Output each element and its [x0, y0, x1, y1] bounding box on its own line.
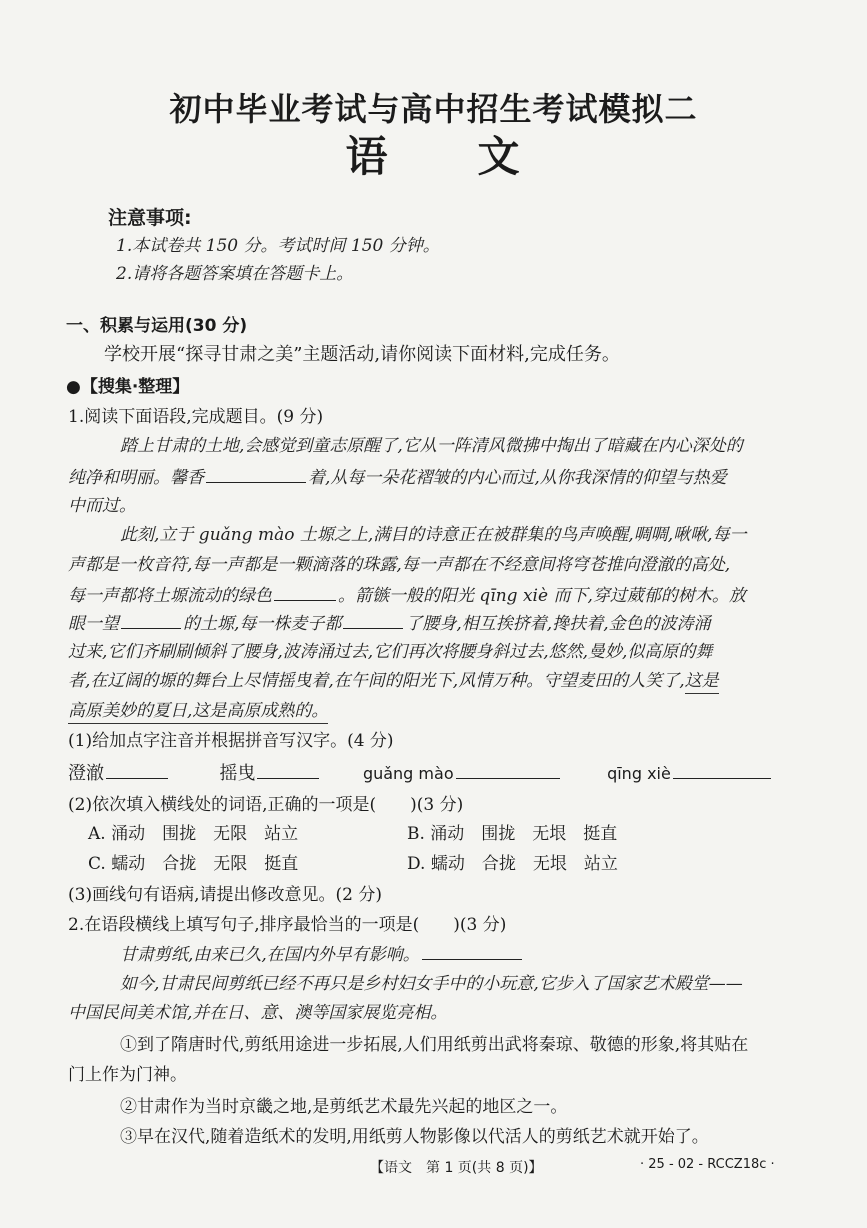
q1-para1-line2-rest: 着,从每一朵花褶皱的内心而过,从你我深情的仰望与热爱	[308, 468, 727, 488]
q1-option-c[interactable]: C. 蠕动 合拢 无限 挺直	[88, 854, 299, 874]
section-intro: 学校开展“探寻甘肃之美”主题活动,请你阅读下面材料,完成任务。	[104, 344, 620, 365]
q2-blank	[422, 939, 522, 960]
q1-para2-line1: 此刻,立于 guǎng mào 土塬之上,满目的诗意正在被群集的鸟声唤醒,啁啁,啾啾,每一	[120, 525, 747, 545]
q1-para2-line6-text: 者,在辽阔的塬的舞台上尽情摇曳着,在午间的阳光下,风情万种。守望麦田的人笑了,	[68, 671, 685, 691]
q1-para1-line2-text: 纯净和明丽。馨香	[68, 468, 204, 488]
q1-para1-line3: 中而过。	[68, 496, 136, 516]
q1-blank-2	[274, 580, 336, 601]
q1-para2-line4-b: 的土塬,每一株麦子都	[183, 614, 342, 634]
answer-blank-4[interactable]	[673, 758, 771, 779]
q1-underlined-sentence-start: 这是	[685, 671, 719, 694]
exam-code: · 25 - 02 - RCCZ18c ·	[640, 1157, 775, 1172]
q1-option-a[interactable]: A. 涌动 围拢 无限 站立	[88, 824, 299, 844]
q1-para2-line4-a: 眼一望	[68, 614, 119, 634]
q1-option-b[interactable]: B. 涌动 围拢 无垠 挺直	[407, 824, 618, 844]
answer-blank-2[interactable]	[257, 758, 319, 779]
answer-blank-1[interactable]	[106, 758, 168, 779]
q1-para1-line2	[68, 462, 727, 488]
q1-para2-line2: 声都是一枚音符,每一声都是一颗滴落的珠露,每一声都在不经意间将穹苍推向澄澈的高处,	[68, 555, 731, 575]
q1-para2-line5: 过来,它们齐刷刷倾斜了腰身,波涛涌过去,它们再次将腰身斜过去,悠然,曼妙,似高原的舞	[68, 642, 713, 662]
q1-sub2: (2)依次填入横线处的词语,正确的一项是( )(3 分)	[68, 795, 464, 815]
exam-title: 初中毕业考试与高中招生考试模拟二	[169, 90, 698, 128]
q1-sub1-answers	[68, 758, 773, 785]
q1-blank-4	[343, 608, 403, 629]
q2-line1-text: 甘肃剪纸,由来已久,在国内外早有影响。	[120, 945, 420, 965]
q1-para2-line6	[68, 666, 719, 691]
pinyin-guangmao: guǎng mào	[362, 764, 454, 783]
q1-para2-line4	[68, 608, 711, 634]
q1-blank-3	[121, 608, 181, 629]
q1-para2-line3	[68, 580, 746, 606]
q1-option-d[interactable]: D. 蠕动 合拢 无垠 站立	[407, 854, 618, 874]
notice-heading: 注意事项:	[108, 207, 192, 229]
q2-stem: 2.在语段横线上填写句子,排序最恰当的一项是( )(3 分)	[68, 915, 507, 935]
page-footer: 【语文 第 1 页(共 8 页)】	[370, 1160, 543, 1176]
q1-para1-line1: 踏上甘肃的土地,会感觉到童志原醒了,它从一阵清风微拂中掏出了暗藏在内心深处的	[120, 436, 743, 456]
q2-option-1b: 门上作为门神。	[68, 1065, 187, 1085]
q1-stem: 1.阅读下面语段,完成题目。(9 分)	[68, 407, 324, 427]
q2-line3: 中国民间美术馆,并在日、意、澳等国家展览亮相。	[68, 1003, 448, 1023]
answer-blank-3[interactable]	[456, 758, 560, 779]
q2-line2: 如今,甘肃民间剪纸已经不再只是乡村妇女手中的小玩意,它步入了国家艺术殿堂——	[120, 974, 743, 994]
q1-para2-line4-c: 了腰身,相互挨挤着,搀扶着,金色的波涛涌	[405, 614, 711, 634]
q1-para2-line7	[68, 696, 328, 721]
q2-option-2: ②甘肃作为当时京畿之地,是剪纸艺术最先兴起的地区之一。	[120, 1097, 568, 1117]
q2-option-1a: ①到了隋唐时代,剪纸用途进一步拓展,人们用纸剪出武将秦琼、敬德的形象,将其贴在	[120, 1035, 749, 1055]
section-heading: 一、积累与运用(30 分)	[66, 316, 248, 336]
notice-item-1: 1.本试卷共 150 分。考试时间 150 分钟。	[116, 236, 440, 256]
q1-sub1: (1)给加点字注音并根据拼音写汉字。(4 分)	[68, 731, 394, 751]
q2-line1	[120, 939, 524, 965]
pinyin-qingxie: qīng xiè	[607, 764, 671, 783]
q1-blank-1	[206, 462, 306, 483]
q1-sub3: (3)画线句有语病,请提出修改意见。(2 分)	[68, 885, 382, 905]
subject-title: 语 文	[345, 132, 522, 181]
notice-item-2: 2.请将各题答案填在答题卡上。	[116, 264, 354, 284]
q2-option-3: ③早在汉代,随着造纸术的发明,用纸剪人物影像以代活人的剪纸艺术就开始了。	[120, 1127, 709, 1147]
word-chengche: 澄澈	[68, 763, 104, 784]
task-label: ●【搜集·整理】	[66, 377, 190, 397]
q1-para2-line3-text: 每一声都将土塬流动的绿色	[68, 586, 272, 606]
q1-para2-line3-rest: 。箭镞一般的阳光 qīng xiè 而下,穿过葳郁的树木。放	[338, 586, 746, 606]
q1-underlined-sentence-end: 高原美妙的夏日,这是高原成熟的。	[68, 701, 328, 724]
word-yaoye: 摇曳	[219, 763, 256, 784]
